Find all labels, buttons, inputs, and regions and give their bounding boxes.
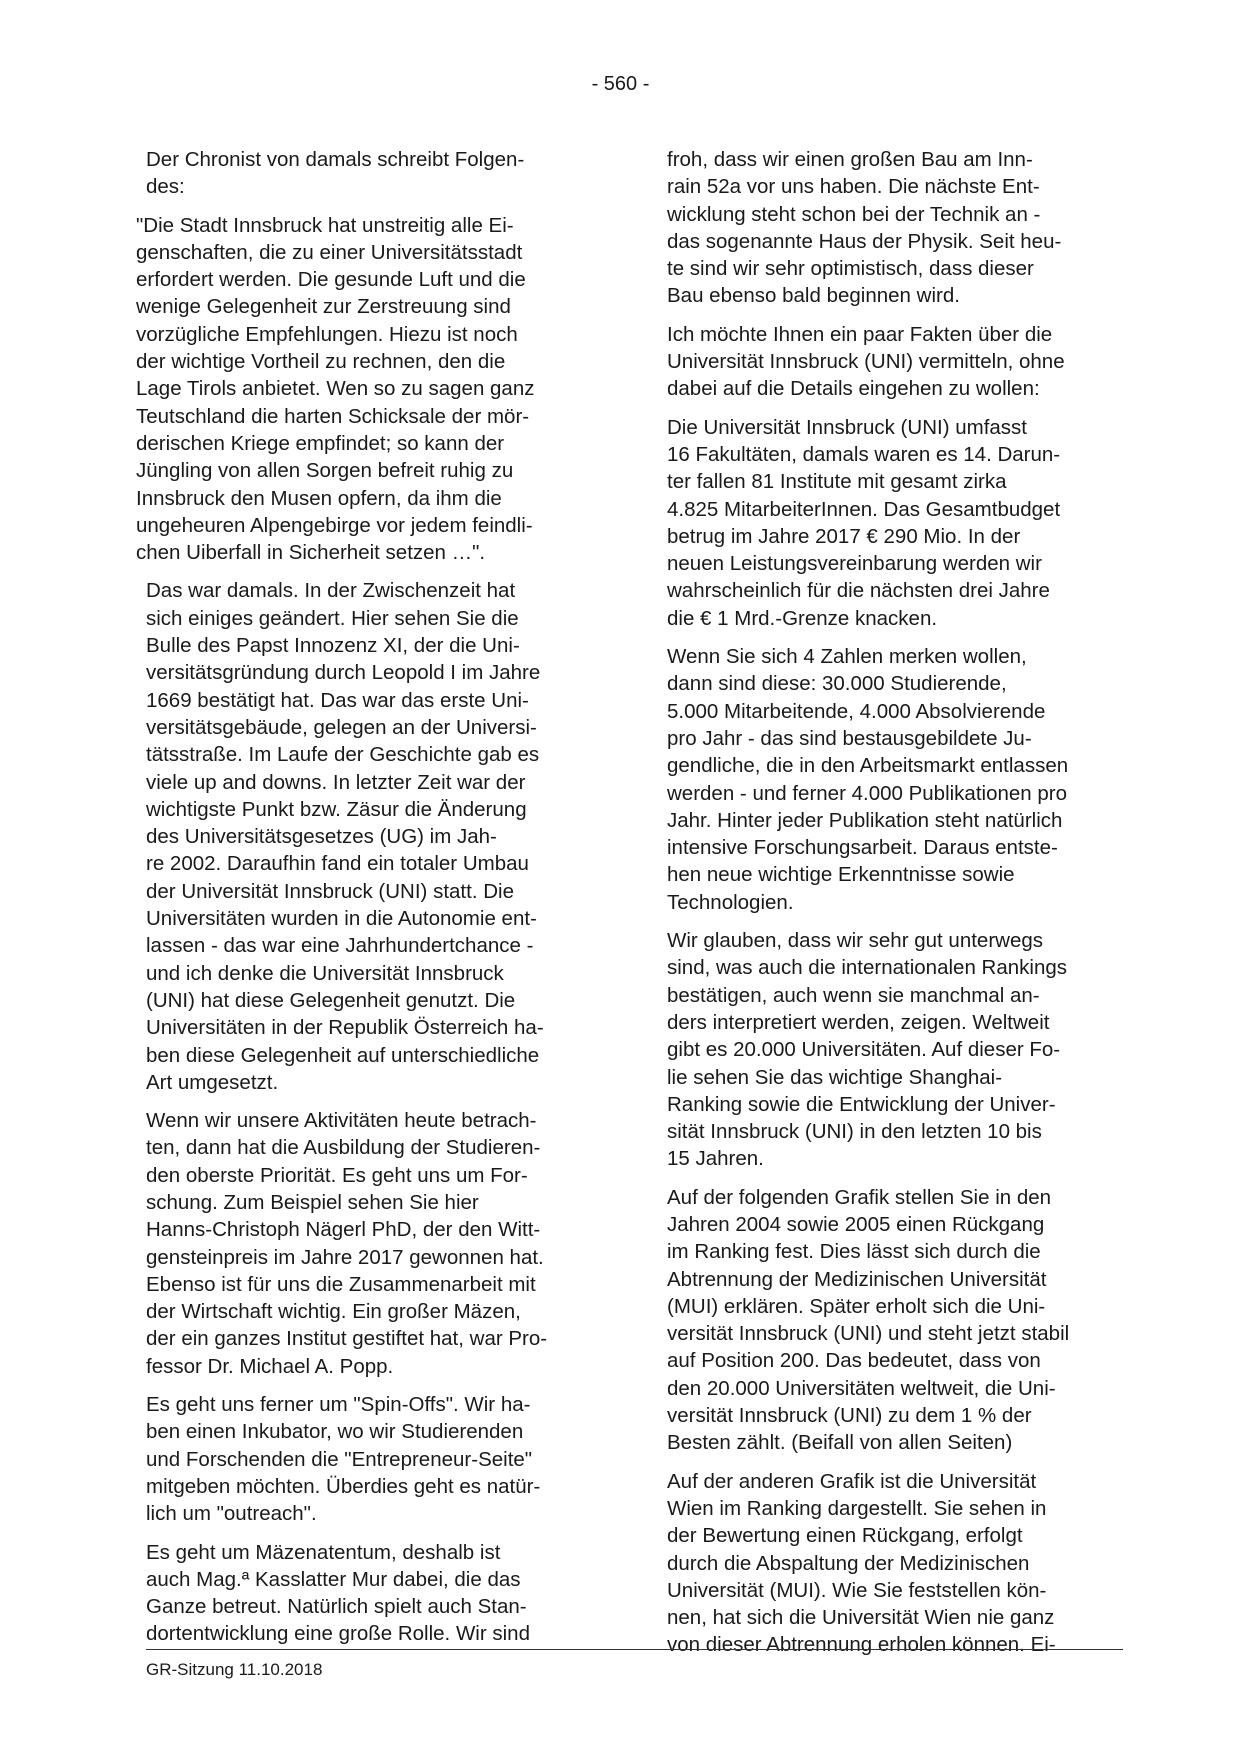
footer-session-label: GR-Sitzung 11.10.2018 (146, 1660, 323, 1679)
page-number: - 560 - (591, 73, 650, 95)
paragraph: Auf der anderen Grafik ist die Universität Wien im Ranking dargestellt. Sie sehen in der Bewertung einen Rückgang, erfolgt durch die Abspaltung der Medizinischen Universität (MUI). Wie Sie feststellen kön- nen, hat sich die Universität Wien nie ganz von dieser Abtrennung erholen können. Ei- (667, 1469, 1056, 1657)
paragraph: Auf der folgenden Grafik stellen Sie in den Jahren 2004 sowie 2005 einen Rückgang im Ranking fest. Dies lässt sich durch die Abtrennung der Medizinischen Universität (MUI) erklären. Später erholt sich die Uni- versität Innsbruck (UNI) und steht jetzt stabil auf Position 200. Das bedeutet, dass von den 20.000 Universitäten weltweit, die Uni- versität Innsbruck (UNI) zu dem 1 % der Besten zählt. (Beifall von allen Seiten) (667, 1185, 1070, 1455)
paragraph: Das war damals. In der Zwischenzeit hat sich einiges geändert. Hier sehen Sie die Bulle des Papst Innozenz XI, der die Uni- versitätsgründung durch Leopold I im Jahre 1669 bestätigt hat. Das war das erste Uni- versitätsgebäude, gelegen an der Universi- tätsstraße. Im Laufe der Geschichte gab es viele up and downs. In letzter Zeit war der wichtigste Punkt bzw. Zäsur die Änderung des Universitätsgesetzes (UG) im Jah- re 2002. Daraufhin fand ein totaler Umbau der Universität Innsbruck (UNI) statt. Die Universitäten wurden in die Autonomie ent- lassen - das war eine Jahrhundertchance - und ich denke die Universität Innsbruck (UNI) hat diese Gelegenheit genutzt. Die Universitäten in der Republik Österreich ha- ben diese Gelegenheit auf unterschiedliche Art umgesetzt. (146, 579, 544, 1094)
paragraph: Wir glauben, dass wir sehr gut unterwegs sind, was auch die internationalen Rankings bestätigen, auch wenn sie manchmal an- ders interpretiert werden, zeigen. Weltweit gibt es 20.000 Universitäten. Auf dieser Fo- lie sehen Sie das wichtige Shanghai- Ranking sowie die Entwicklung der Univer- sität Innsbruck (UNI) in den letzten 10 bis 15 Jahren. (667, 929, 1068, 1171)
paragraph: Wenn Sie sich 4 Zahlen merken wollen, dann sind diese: 30.000 Studierende, 5.000 Mitarbeitende, 4.000 Absolvierende pro Jahr - das sind bestausgebildete Ju- gendliche, die in den Arbeitsmarkt entlassen werden - und ferner 4.000 Publikationen pro Jahr. Hinter jeder Publikation steht natürlich intensive Forschungsarbeit. Daraus entste- hen neue wichtige Erkenntnisse sowie Technologien. (667, 645, 1069, 914)
right-column (667, 146, 1127, 1670)
paragraph: Wenn wir unsere Aktivitäten heute betrach- ten, dann hat die Ausbildung der Studieren- den oberste Priorität. Es geht uns um For- schung. Zum Beispiel sehen Sie hier Hanns-Christoph Nägerl PhD, der den Witt- gensteinpreis im Jahre 2017 gewonnen hat. Ebenso ist für uns die Zusammenarbeit mit der Wirtschaft wichtig. Ein großer Mäzen, der ein ganzes Institut gestiftet hat, war Pro- fessor Dr. Michael A. Popp. (146, 1109, 548, 1378)
footer-divider (146, 1649, 1123, 1650)
paragraph: Es geht um Mäzenatentum, deshalb ist auch Mag.ª Kasslatter Mur dabei, die das Ganze betreut. Natürlich spielt auch Stan- dortentwicklung eine große Rolle. Wir sind (146, 1540, 530, 1646)
left-column (136, 146, 602, 1659)
paragraph: Es geht uns ferner um "Spin-Offs". Wir ha- ben einen Inkubator, wo wir Studierenden und Forschenden die "Entrepreneur-Seite" mitgeben möchten. Überdies geht es natür- lich um "outreach". (146, 1393, 541, 1526)
paragraph: Die Universität Innsbruck (UNI) umfasst 16 Fakultäten, damals waren es 14. Darun- ter fallen 81 Institute mit gesamt zirka 4.825 MitarbeiterInnen. Das Gesamtbudget betrug im Jahre 2017 € 290 Mio. In der neuen Leistungsvereinbarung werden wir wahrscheinlich für die nächsten drei Jahre die € 1 Mrd.-Grenze knacken. (667, 415, 1061, 630)
paragraph: Der Chronist von damals schreibt Folgen- des: (146, 148, 525, 199)
quote-paragraph: "Die Stadt Innsbruck hat unstreitig alle Ei- genschaften, die zu einer Universitätsstadt erfordert werden. Die gesunde Luft und die wenige Gelegenheit zur Zerstreuung sind vorzügliche Empfehlungen. Hiezu ist noch der wichtige Vortheil zu rechnen, den die Lage Tirols anbietet. Wen so zu sagen ganz Teutschland die harten Schicksale der mör- derischen Kriege empfindet; so kann der Jüngling von allen Sorgen befreit ruhig zu Innsbruck den Musen opfern, da ihm die ungeheuren Alpengebirge vor jedem feindli- chen Uiberfall in Sicherheit setzen …". (136, 213, 535, 565)
paragraph: Ich möchte Ihnen ein paar Fakten über die Universität Innsbruck (UNI) vermitteln, ohne dabei auf die Details eingehen zu wollen: (667, 322, 1065, 401)
paragraph: froh, dass wir einen großen Bau am Inn- rain 52a vor uns haben. Die nächste Ent- wicklung steht schon bei der Technik an - das sogenannte Haus der Physik. Seit heu- te sind wir sehr optimistisch, dass dieser Bau ebenso bald beginnen wird. (667, 148, 1062, 308)
